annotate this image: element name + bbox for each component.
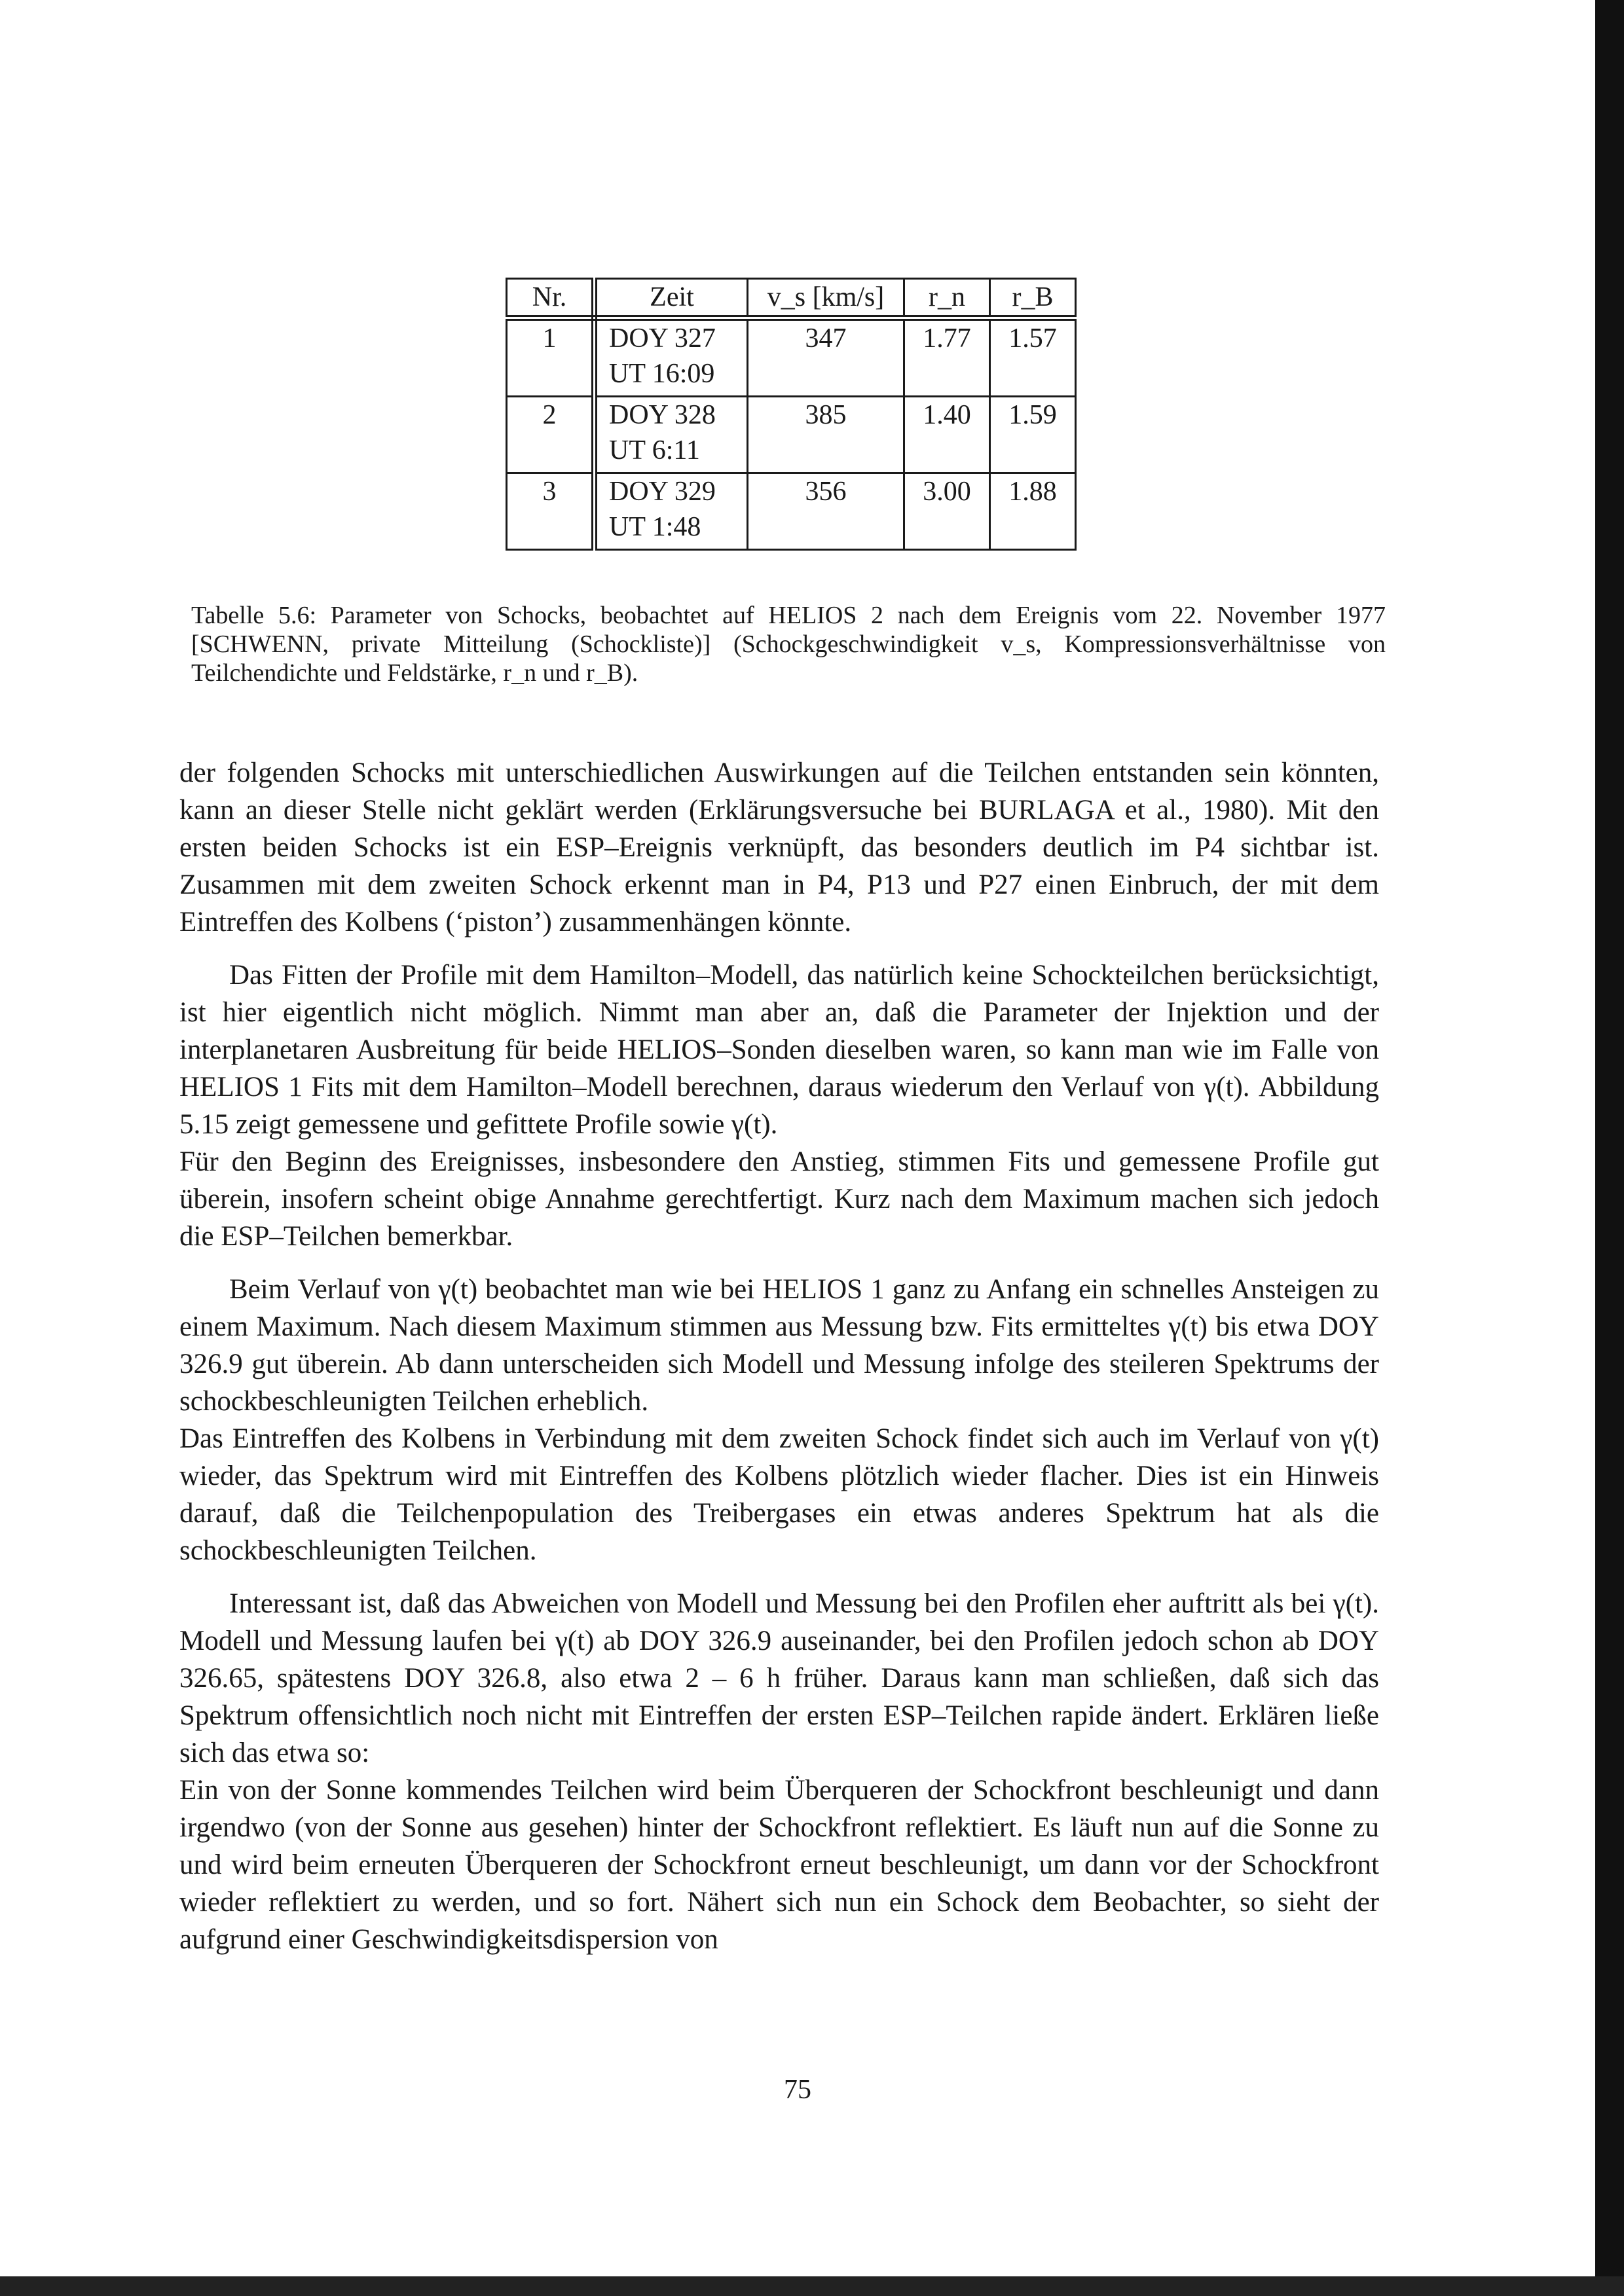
paragraph: Für den Beginn des Ereignisses, insbesondere den Anstieg, stimmen Fits und gemessene Profile gut überein, insofern scheint obige Annahme gerechtfertigt. Kurz nach dem Maximum machen sich jedoch die ESP–Teilchen bemerkbar.: [179, 1146, 1379, 1252]
scan-edge-right: [1595, 0, 1624, 2296]
table-row: [507, 473, 1076, 550]
cell-zeit: [595, 473, 748, 550]
table-caption: Tabelle 5.6: Parameter von Schocks, beobachtet auf HELIOS 2 nach dem Ereignis vom 22. November 1977 [SCHWENN, private Mitteilung (Schockliste)] (Schockgeschwindigkeit v_s, Kompressionsverhältnisse von Teilchendichte und Feldstärke, r_n und r_B).: [191, 602, 1386, 687]
cell-zeit: [595, 318, 748, 397]
cell-vs: 385: [748, 397, 904, 473]
cell-ut: UT 16:09: [609, 359, 715, 389]
cell-rn: 3.00: [904, 473, 990, 550]
header-rb: r_B: [990, 279, 1076, 318]
cell-nr: 1: [507, 318, 595, 397]
paragraph: Das Eintreffen des Kolbens in Verbindung mit dem zweiten Schock findet sich auch im Verlauf von γ(t) wieder, das Spektrum wird mit Eintreffen des Kolbens plötzlich wieder flacher. Dies ist ein Hinweis darauf, daß die Teilchenpopulation des Treibergases ein etwas anderes Spektrum hat als die schockbeschleunigten Teilchen.: [179, 1423, 1379, 1566]
paragraph: der folgenden Schocks mit unterschiedlichen Auswirkungen auf die Teilchen entstanden sein könnten, kann an dieser Stelle nicht geklärt werden (Erklärungsversuche bei BURLAGA et al., 1980). Mit den ersten beiden Schocks ist ein ESP–Ereignis verknüpft, das besonders deutlich im P4 sichtbar ist. Zusammen mit dem zweiten Schock erkennt man in P4, P13 und P27 einen Einbruch, der mit dem Eintreffen des Kolbens (‘piston’) zusammenhängen könnte.: [179, 757, 1379, 938]
cell-rn: 1.40: [904, 397, 990, 473]
header-zeit: Zeit: [595, 279, 748, 318]
cell-vs: 347: [748, 318, 904, 397]
cell-rn: 1.77: [904, 318, 990, 397]
cell-rb: 1.88: [990, 473, 1076, 550]
cell-ut: UT 1:48: [609, 512, 701, 542]
cell-zeit: [595, 397, 748, 473]
header-nr: Nr.: [507, 279, 595, 318]
header-rn: r_n: [904, 279, 990, 318]
cell-vs: 356: [748, 473, 904, 550]
paragraph: Das Fitten der Profile mit dem Hamilton–Modell, das natürlich keine Schockteilchen berücksichtigt, ist hier eigentlich nicht möglich. Nimmt man aber an, daß die Parameter der Injektion und der interplanetaren Ausbreitung für beide HELIOS–Sonden dieselben waren, so kann man wie im Falle von HELIOS 1 Fits mit dem Hamilton–Modell berechnen, daraus wiederum den Verlauf von γ(t). Abbildung 5.15 zeigt gemessene und gefittete Profile sowie γ(t).: [179, 960, 1379, 1140]
cell-nr: 2: [507, 397, 595, 473]
paragraph: Interessant ist, daß das Abweichen von Modell und Messung bei den Profilen eher auftritt als bei γ(t). Modell und Messung laufen bei γ(t) ab DOY 326.9 auseinander, bei den Profilen jedoch schon ab DOY 326.65, spätestens DOY 326.8, also etwa 2 – 6 h früher. Daraus kann man schließen, daß sich das Spektrum offensichtlich noch nicht mit Eintreffen der ersten ESP–Teilchen rapide ändert. Erklären ließe sich das etwa so:: [179, 1588, 1379, 1768]
scan-edge-bottom: [0, 2276, 1624, 2296]
paragraph: Beim Verlauf von γ(t) beobachtet man wie bei HELIOS 1 ganz zu Anfang ein schnelles Ansteigen zu einem Maximum. Nach diesem Maximum stimmen aus Messung bzw. Fits ermitteltes γ(t) bis etwa DOY 326.9 gut überein. Ab dann unterscheiden sich Modell und Messung infolge des steileren Spektrums der schockbeschleunigten Teilchen erheblich.: [179, 1274, 1379, 1417]
cell-doy: DOY 329: [609, 477, 716, 507]
cell-rb: 1.59: [990, 397, 1076, 473]
table-row: [507, 397, 1076, 473]
paragraph: Ein von der Sonne kommendes Teilchen wird beim Überqueren der Schockfront beschleunigt und dann irgendwo (von der Sonne aus gesehen) hinter der Schockfront reflektiert. Es läuft nun auf die Sonne zu und wird beim erneuten Überqueren der Schockfront erneut beschleunigt, um dann vor der Schockfront wieder reflektiert zu werden, und so fort. Nähert sich nun ein Schock dem Beobachter, so sieht der aufgrund einer Geschwindigkeitsdispersion von: [179, 1775, 1379, 1955]
table-header-row: [507, 279, 1076, 318]
shock-parameter-table: [506, 278, 1077, 551]
page-number: 75: [784, 2075, 811, 2105]
cell-rb: 1.57: [990, 318, 1076, 397]
header-vs: v_s [km/s]: [748, 279, 904, 318]
cell-doy: DOY 328: [609, 400, 716, 430]
cell-nr: 3: [507, 473, 595, 550]
body-text: [179, 754, 1379, 1958]
cell-doy: DOY 327: [609, 323, 716, 354]
table-row: [507, 318, 1076, 397]
cell-ut: UT 6:11: [609, 435, 700, 465]
